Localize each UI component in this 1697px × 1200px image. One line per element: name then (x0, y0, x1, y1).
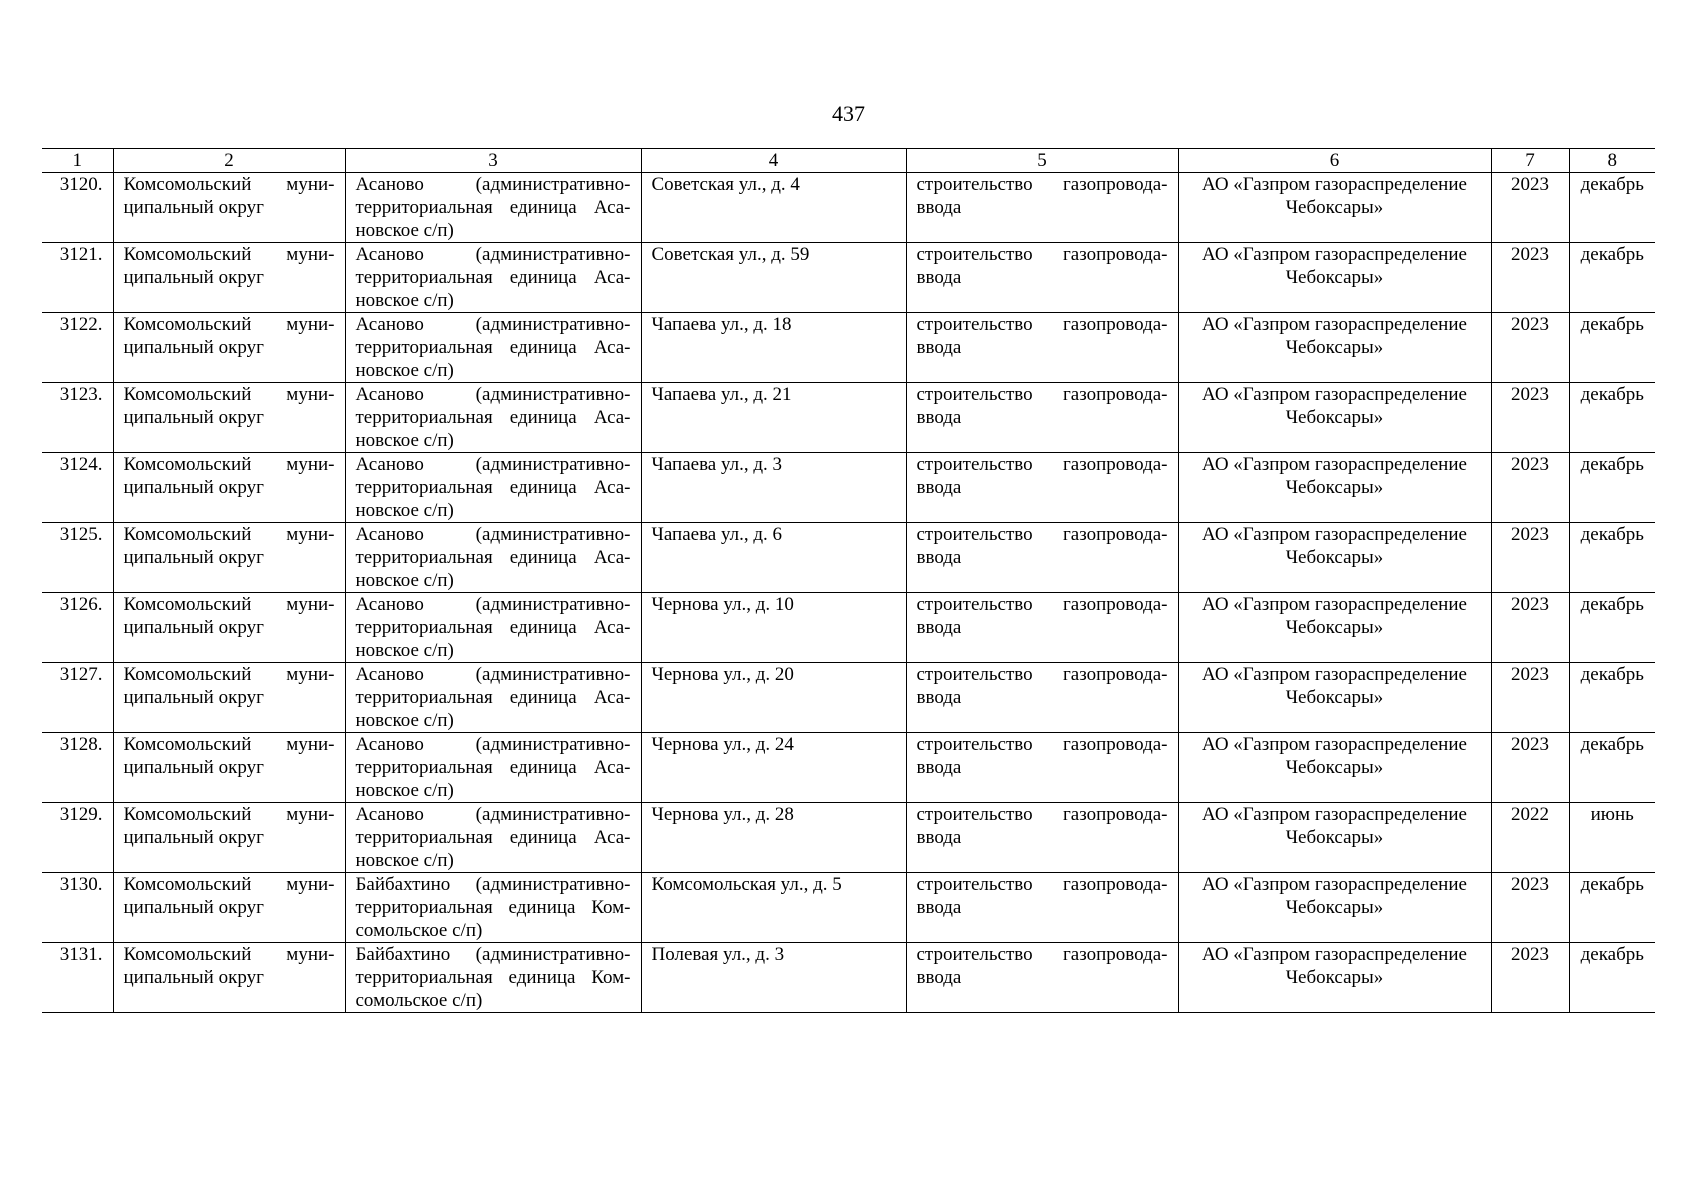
settlement-cell: Байбахтино (административно-территориальная единица Ком-сомольское с/п) (345, 943, 641, 1013)
row-number: 3124. (42, 453, 113, 523)
month-cell: декабрь (1569, 313, 1655, 383)
column-header-7: 7 (1491, 149, 1569, 173)
year-cell: 2023 (1491, 733, 1569, 803)
settlement-cell: Асаново (административно-территориальная единица Аса-новское с/п) (345, 383, 641, 453)
year-cell: 2023 (1491, 593, 1569, 663)
column-header-3: 3 (345, 149, 641, 173)
column-header-2: 2 (113, 149, 345, 173)
work-type-cell: строительство газопровода-ввода (906, 873, 1178, 943)
month-cell: декабрь (1569, 873, 1655, 943)
organization-cell: АО «Газпром газораспределение Чебоксары» (1178, 173, 1491, 243)
row-number: 3129. (42, 803, 113, 873)
row-number: 3130. (42, 873, 113, 943)
district-cell: Комсомольский муни-ципальный округ (113, 873, 345, 943)
table-row (42, 943, 1655, 1013)
settlement-cell: Асаново (административно-территориальная единица Аса-новское с/п) (345, 453, 641, 523)
address-cell: Чернова ул., д. 28 (641, 803, 906, 873)
row-number: 3121. (42, 243, 113, 313)
address-cell: Чернова ул., д. 24 (641, 733, 906, 803)
organization-cell: АО «Газпром газораспределение Чебоксары» (1178, 733, 1491, 803)
work-type-cell: строительство газопровода-ввода (906, 383, 1178, 453)
work-type-cell: строительство газопровода-ввода (906, 523, 1178, 593)
district-cell: Комсомольский муни-ципальный округ (113, 803, 345, 873)
month-cell: декабрь (1569, 663, 1655, 733)
month-cell: декабрь (1569, 523, 1655, 593)
settlement-cell: Асаново (административно-территориальная единица Аса-новское с/п) (345, 313, 641, 383)
year-cell: 2023 (1491, 383, 1569, 453)
row-number: 3131. (42, 943, 113, 1013)
settlement-cell: Асаново (административно-территориальная единица Аса-новское с/п) (345, 593, 641, 663)
table-row (42, 663, 1655, 733)
organization-cell: АО «Газпром газораспределение Чебоксары» (1178, 523, 1491, 593)
year-cell: 2023 (1491, 523, 1569, 593)
work-type-cell: строительство газопровода-ввода (906, 803, 1178, 873)
address-cell: Чернова ул., д. 10 (641, 593, 906, 663)
district-cell: Комсомольский муни-ципальный округ (113, 943, 345, 1013)
settlement-cell: Асаново (административно-территориальная единица Аса-новское с/п) (345, 663, 641, 733)
settlement-cell: Асаново (административно-территориальная единица Аса-новское с/п) (345, 803, 641, 873)
work-type-cell: строительство газопровода-ввода (906, 173, 1178, 243)
settlement-cell: Асаново (административно-территориальная единица Аса-новское с/п) (345, 523, 641, 593)
address-cell: Чапаева ул., д. 3 (641, 453, 906, 523)
month-cell: декабрь (1569, 173, 1655, 243)
district-cell: Комсомольский муни-ципальный округ (113, 173, 345, 243)
address-cell: Чернова ул., д. 20 (641, 663, 906, 733)
row-number: 3126. (42, 593, 113, 663)
year-cell: 2023 (1491, 873, 1569, 943)
row-number: 3128. (42, 733, 113, 803)
year-cell: 2023 (1491, 313, 1569, 383)
address-cell: Чапаева ул., д. 21 (641, 383, 906, 453)
table-row (42, 733, 1655, 803)
table-row (42, 313, 1655, 383)
year-cell: 2023 (1491, 243, 1569, 313)
district-cell: Комсомольский муни-ципальный округ (113, 733, 345, 803)
table-row (42, 383, 1655, 453)
organization-cell: АО «Газпром газораспределение Чебоксары» (1178, 873, 1491, 943)
table-row (42, 243, 1655, 313)
district-cell: Комсомольский муни-ципальный округ (113, 313, 345, 383)
row-number: 3125. (42, 523, 113, 593)
district-cell: Комсомольский муни-ципальный округ (113, 453, 345, 523)
settlement-cell: Асаново (административно-территориальная единица Аса-новское с/п) (345, 243, 641, 313)
work-type-cell: строительство газопровода-ввода (906, 663, 1178, 733)
row-number: 3120. (42, 173, 113, 243)
year-cell: 2022 (1491, 803, 1569, 873)
month-cell: декабрь (1569, 943, 1655, 1013)
year-cell: 2023 (1491, 173, 1569, 243)
table-row (42, 523, 1655, 593)
district-cell: Комсомольский муни-ципальный округ (113, 593, 345, 663)
address-cell: Комсомольская ул., д. 5 (641, 873, 906, 943)
address-cell: Советская ул., д. 59 (641, 243, 906, 313)
organization-cell: АО «Газпром газораспределение Чебоксары» (1178, 243, 1491, 313)
column-header-5: 5 (906, 149, 1178, 173)
organization-cell: АО «Газпром газораспределение Чебоксары» (1178, 313, 1491, 383)
year-cell: 2023 (1491, 943, 1569, 1013)
column-header-1: 1 (42, 149, 113, 173)
organization-cell: АО «Газпром газораспределение Чебоксары» (1178, 943, 1491, 1013)
column-header-4: 4 (641, 149, 906, 173)
district-cell: Комсомольский муни-ципальный округ (113, 243, 345, 313)
row-number: 3127. (42, 663, 113, 733)
organization-cell: АО «Газпром газораспределение Чебоксары» (1178, 593, 1491, 663)
district-cell: Комсомольский муни-ципальный округ (113, 383, 345, 453)
column-header-8: 8 (1569, 149, 1655, 173)
address-cell: Полевая ул., д. 3 (641, 943, 906, 1013)
row-number: 3122. (42, 313, 113, 383)
organization-cell: АО «Газпром газораспределение Чебоксары» (1178, 803, 1491, 873)
address-cell: Советская ул., д. 4 (641, 173, 906, 243)
work-type-cell: строительство газопровода-ввода (906, 313, 1178, 383)
address-cell: Чапаева ул., д. 18 (641, 313, 906, 383)
year-cell: 2023 (1491, 453, 1569, 523)
row-number: 3123. (42, 383, 113, 453)
month-cell: июнь (1569, 803, 1655, 873)
district-cell: Комсомольский муни-ципальный округ (113, 663, 345, 733)
work-type-cell: строительство газопровода-ввода (906, 243, 1178, 313)
month-cell: декабрь (1569, 453, 1655, 523)
month-cell: декабрь (1569, 593, 1655, 663)
work-type-cell: строительство газопровода-ввода (906, 593, 1178, 663)
table-row (42, 173, 1655, 243)
address-cell: Чапаева ул., д. 6 (641, 523, 906, 593)
organization-cell: АО «Газпром газораспределение Чебоксары» (1178, 663, 1491, 733)
work-type-cell: строительство газопровода-ввода (906, 733, 1178, 803)
table-row (42, 803, 1655, 873)
gas-pipeline-register-table (42, 148, 1655, 1013)
table-row (42, 453, 1655, 523)
page-number: 437 (832, 101, 865, 126)
organization-cell: АО «Газпром газораспределение Чебоксары» (1178, 453, 1491, 523)
table-header-row (42, 149, 1655, 173)
table-row (42, 593, 1655, 663)
table-row (42, 873, 1655, 943)
work-type-cell: строительство газопровода-ввода (906, 453, 1178, 523)
organization-cell: АО «Газпром газораспределение Чебоксары» (1178, 383, 1491, 453)
work-type-cell: строительство газопровода-ввода (906, 943, 1178, 1013)
month-cell: декабрь (1569, 733, 1655, 803)
district-cell: Комсомольский муни-ципальный округ (113, 523, 345, 593)
settlement-cell: Байбахтино (административно-территориальная единица Ком-сомольское с/п) (345, 873, 641, 943)
month-cell: декабрь (1569, 243, 1655, 313)
month-cell: декабрь (1569, 383, 1655, 453)
settlement-cell: Асаново (административно-территориальная единица Аса-новское с/п) (345, 173, 641, 243)
settlement-cell: Асаново (административно-территориальная единица Аса-новское с/п) (345, 733, 641, 803)
column-header-6: 6 (1178, 149, 1491, 173)
year-cell: 2023 (1491, 663, 1569, 733)
